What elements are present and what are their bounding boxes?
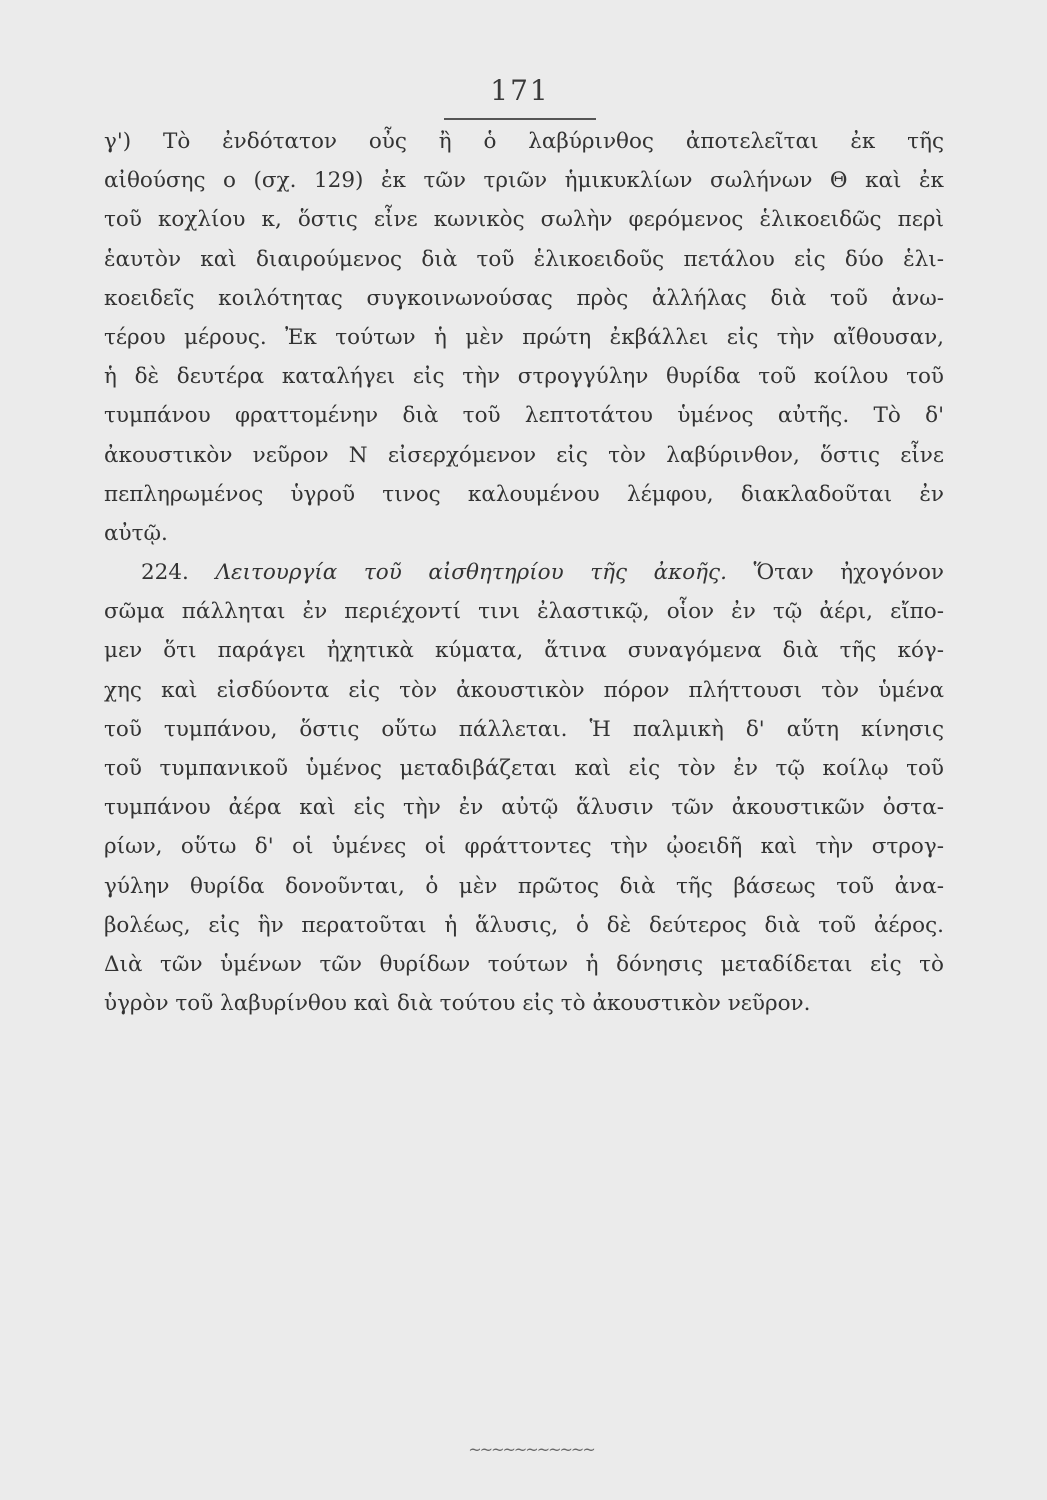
text-line: βολέως, εἰς ἣν περατοῦται ἡ ἅλυσις, ὁ δὲ δεύτερος διὰ τοῦ ἀέρος.: [104, 912, 944, 938]
end-ornament: ~~~~~~~~~~~: [468, 1440, 594, 1459]
header-rule: [444, 118, 596, 120]
text-line: αὐτῷ.: [104, 520, 168, 546]
text-line: τυμπάνου φραττομένην διὰ τοῦ λεπτοτάτου ὑμένος αὐτῆς. Τὸ δ': [104, 403, 944, 429]
text-fragment: Ὅταν ἠχογόνον: [753, 560, 945, 586]
text-line: ἑαυτὸν καὶ διαιρούμενος διὰ τοῦ ἑλικοειδοῦς πετάλου εἰς δύο ἑλι-: [104, 246, 944, 272]
text-line: γ') Τὸ ἐνδότατον οὖς ἢ ὁ λαβύρινθος ἀποτελεῖται ἐκ τῆς: [104, 129, 944, 154]
paragraph-hearing-function: [104, 553, 944, 1023]
text-line: σῶμα πάλληται ἐν περιέχοντί τινι ἐλαστικῷ, οἷον ἐν τῷ ἀέρι, εἴπο-: [104, 599, 944, 625]
page-number: 171: [490, 74, 550, 107]
text-line: τυμπάνου ἀέρα καὶ εἰς τὴν ἐν αὐτῷ ἅλυσιν τῶν ἀκουστικῶν ὀστα-: [104, 795, 944, 821]
text-line: ἀκουστικὸν νεῦρον Ν εἰσερχόμενον εἰς τὸν λαβύρινθον, ὅστις εἶνε: [104, 442, 944, 468]
text-line: αἰθούσης ο (σχ. 129) ἐκ τῶν τριῶν ἡμικυκλίων σωλήνων Θ καὶ ἐκ: [104, 168, 944, 194]
text-line: τοῦ τυμπάνου, ὅστις οὕτω πάλλεται. Ἡ παλμικὴ δ' αὕτη κίνησις: [104, 716, 944, 742]
text-line: τοῦ τυμπανικοῦ ὑμένος μεταδιβάζεται καὶ εἰς τὸν ἐν τῷ κοίλῳ τοῦ: [104, 756, 944, 781]
text-line: γύλην θυρίδα δονοῦνται, ὁ μὲν πρῶτος διὰ τῆς βάσεως τοῦ ἀνα-: [104, 873, 944, 899]
section-number: 224.: [141, 560, 189, 586]
text-line: μεν ὅτι παράγει ἠχητικὰ κύματα, ἅτινα συναγόμενα διὰ τῆς κόγ-: [104, 638, 944, 664]
text-line: ἡ δὲ δευτέρα καταλήγει εἰς τὴν στρογγύλην θυρίδα τοῦ κοίλου τοῦ: [104, 364, 944, 390]
paragraph-labyrinth: [104, 122, 944, 553]
text-line: ὑγρὸν τοῦ λαβυρίνθου καὶ διὰ τούτου εἰς τὸ ἀκουστικὸν νεῦρον.: [104, 991, 811, 1017]
section-heading-line: [104, 553, 944, 592]
text-line: πεπληρωμένος ὑγροῦ τινος καλουμένου λέμφου, διακλαδοῦται ἐν: [104, 481, 944, 507]
body-text: [104, 122, 944, 1023]
text-line: τοῦ κοχλίου κ, ὅστις εἶνε κωνικὸς σωλὴν φερόμενος ἑλικοειδῶς περὶ: [104, 207, 944, 233]
text-line: Διὰ τῶν ὑμένων τῶν θυρίδων τούτων ἡ δόνησις μεταδίδεται εἰς τὸ: [104, 951, 944, 977]
section-title: Λειτουργία τοῦ αἰσθητηρίου τῆς ἀκοῆς.: [215, 560, 727, 586]
text-line: χης καὶ εἰσδύοντα εἰς τὸν ἀκουστικὸν πόρον πλήττουσι τὸν ὑμένα: [104, 677, 944, 703]
text-line: κοειδεῖς κοιλότητας συγκοινωνούσας πρὸς ἀλλήλας διὰ τοῦ ἀνω-: [104, 285, 944, 311]
text-line: τέρου μέρους. Ἐκ τούτων ἡ μὲν πρώτη ἐκβάλλει εἰς τὴν αἴθουσαν,: [104, 324, 944, 350]
text-line: ρίων, οὕτω δ' οἱ ὑμένες οἱ φράττοντες τὴν ᾠοειδῆ καὶ τὴν στρογ-: [104, 834, 944, 860]
